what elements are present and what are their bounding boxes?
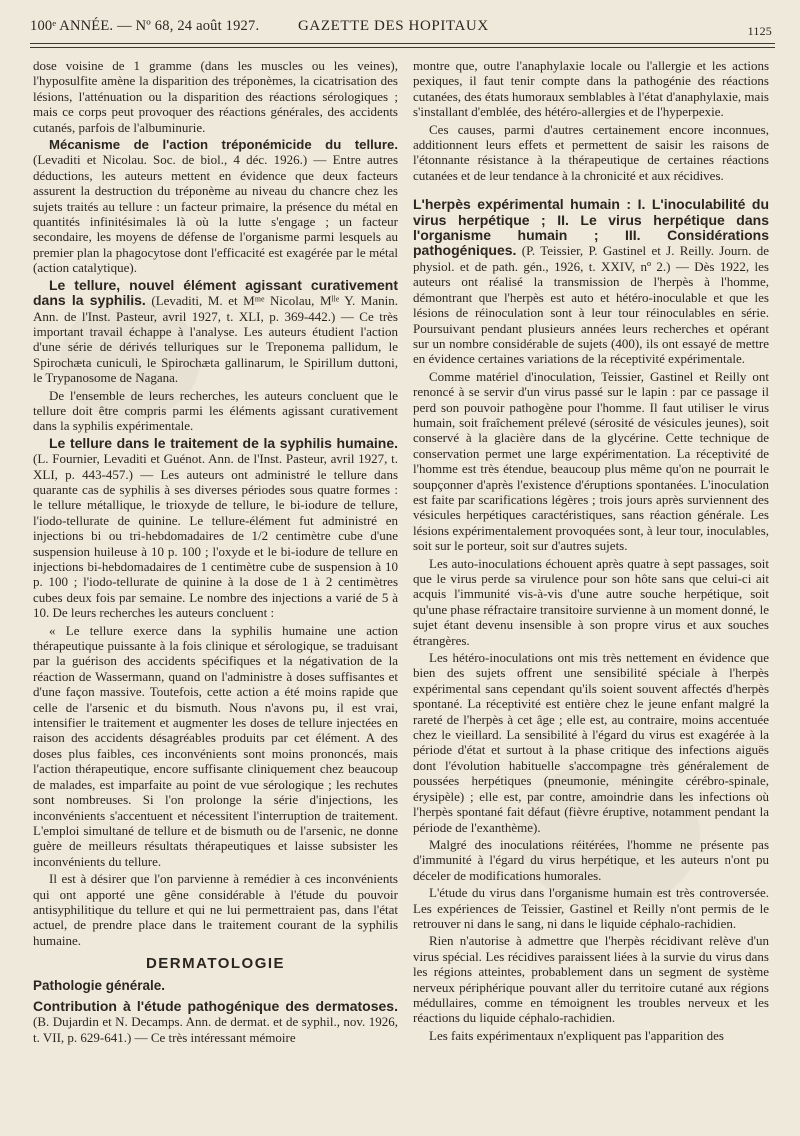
- paragraph: Comme matériel d'inoculation, Teissier, Gastinel et Reilly ont renoncé à se servir d'un virus passé sur le lapin : par ce passage il perd son pouvoir pathogène pour l'homme. Il faut utiliser le virus humain, soit fraîchement prélevé (sérosité de vésicules jeunes), soit conservé à la glacière dans de la glycérine. Cette technique de conservation permet une large expérimentation. La réceptivité de l'homme est très étendue, beaucoup plus même qu'on ne pourrait le soupçonner d'après l'existence d'éruptions spontanées. L'inoculation est faite par scarifications légères ; trois jours après surviennent des vésicules herpétiques caractéristiques, sans réaction générale. Les lésions expérimentalement provoquées sont, à leur tour, inoculables, soit sur le porteur, soit sur d'autres sujets.: [413, 368, 769, 554]
- article-body: (P. Teissier, P. Gastinel et J. Reilly. Journ. de physiol. et de path. gén., 1926, t. XXIV, nº 2.) — Dès 1922, les auteurs ont réalisé la transmission de l'herpès à l'homme, démontrant que l'herpès est auto et hétéro-inoculable et que les lésions de réinoculation sont à leur tour réinoculables en série. Poursuivant pendant plusieurs années leurs recherches et opérant sur un nombre considérable de sujets (400), ils ont essayé de mettre en évidence certaines variations de la réceptivité expérimentale.: [413, 243, 770, 367]
- paragraph: Les auto-inoculations échouent après quatre à sept passages, soit que le virus perde sa virulence pour son hôte sans que celui-ci ait acquis l'immunité vis-à-vis d'une autre souche herpétique, soit qu'une phase réfractaire transitoire survienne à un moment donné, le sujet étant devenu insensible à son propre virus et aux souches étrangères.: [413, 555, 769, 648]
- article-entry: [33, 137, 398, 276]
- paragraph: L'étude du virus dans l'organisme humain est très controversée. Les expériences de Teissier, Gastinel et Reilly n'ont permis de le retrouver ni dans le sang, ni dans le liquide céphalo-rachidien.: [413, 885, 769, 931]
- section-heading: DERMATOLOGIE: [145, 955, 286, 973]
- paragraph: Les hétéro-inoculations ont mis très nettement en évidence que bien des sujets offrent une sensibilité spéciale à l'herpès expérimental sans cependant qu'ils soient souvent affectés d'herpès spontané. La réceptivité est entière chez le jeune enfant malgré la rareté de l'herpès à cet âge ; elle est, au contraire, moins accentuée chez le vieillard. La sensibilité à l'égard du virus est exagérée à la période d'état et surtout à la phase critique des infections aiguës dont l'évolution habituelle s'accompagne très généralement de poussées herpétiques (pneumonie, méningite cérébro-spinale, érysipèle) ; elle est, par contre, amoindrie dans les infections où l'herpès spontané fait défaut (fièvre éruptive, notamment pendant la période de l'exanthème).: [413, 650, 769, 835]
- paragraph: dose voisine de 1 gramme (dans les muscles ou les veines), l'hyposulfite amène la disparition des tréponèmes, la cicatrisation des lésions, l'atténuation ou la disparition des réactions sérologiques ; mais ce corps peut provoquer des réactions générales, des accidents cutanés, parfois de l'albuminurie.: [33, 58, 398, 135]
- article-entry: [413, 197, 769, 366]
- page-number: 1125: [747, 24, 772, 38]
- issue-info: 100ᵉ ANNÉE. — Nº 68, 24 août 1927.: [30, 18, 260, 34]
- journal-title: GAZETTE DES HOPITAUX: [298, 18, 489, 34]
- paragraph: Les faits expérimentaux n'expliquent pas l'apparition des: [429, 1027, 724, 1043]
- article-body: (L. Fournier, Levaditi et Guénot. Ann. de l'Inst. Pasteur, avril 1927, t. XLI, p. 443-457.) — Les auteurs ont administré le tellure dans quarante cas de syphilis à ses diverses périodes sous quatre formes : le tellure métallique, le trioxyde de tellure, le bi-iodure de tellure, l'iodo-tellurate de quinine. Le tellure-élément fut administré en injections bi ou tri-hebdomadaires de 1/2 centimètre cube d'une suspension huileuse à 10 p. 100 ; l'oxyde et le bi-iodure de tellure en injections bi-hebdomadaires de 1 centimètre cube de suspension à 10 p. 100 ; l'iodo-tellurate de quinine à la dose de 1 à 2 centimètres cubes deux fois par semaine. Le nombre des injections a varié de 5 à 10. De leurs recherches les auteurs concluent :: [33, 451, 398, 621]
- article-title: Contribution à l'étude pathogénique des dermatoses.: [33, 997, 398, 1014]
- paragraph: Ces causes, parmi d'autres certainement encore inconnues, additionnent leurs effets et permettent de saisir les raisons de l'étonnante résistance à la thérapeutique de certaines réactions cutanées et de leur tendance à la chronicité et aux récidives.: [413, 121, 769, 183]
- article-entry: [33, 999, 398, 1045]
- paragraph: Rien n'autorise à admettre que l'herpès récidivant relève d'un virus spécial. Les récidives paraissent liées à la survie du virus dans les régions atteintes, probablement dans un segment de système nerveux périphérique pouvant aller du territoire cutané aux régions médullaires, comme en témoignent les troubles nerveux et les réactions du liquide céphalo-rachidien.: [413, 933, 769, 1026]
- right-column: [413, 58, 769, 1045]
- paragraph: De l'ensemble de leurs recherches, les auteurs concluent que le tellure doit être compris parmi les éléments agissant curativement dans la syphilis expérimentale.: [33, 387, 398, 434]
- article-entry: [33, 278, 398, 386]
- quote-paragraph: « Le tellure exerce dans la syphilis humaine une action thérapeutique puissante à la fois clinique et sérologique, se traduisant par la guérison des accidents spécifiques et la négativation de la réaction de Wassermann, quand on l'administre à doses suffisantes et d'une façon massive. Toutefois, cette action a été moins rapide que celle de l'arsenic et du bismuth. Nous n'avons pu, il est vrai, intensifier le traitement et augmenter les doses de tellure injectées en raison des accidents désagréables produits par cet élément. A des doses plus faibles, ces inconvénients sont moins prononcés, mais l'action thérapeutique, encore suffisante cliniquement chez beaucoup de malades, est imparfaite au point de vue sérologique ; les rechutes sont nombreuses. Si l'on prolonge la série d'injections, les inconvénients s'accentuent et nécessitent l'interruption de traitement. L'emploi simultané de tellure et de bismuth ou de l'arsenic, ne donne guère de meilleurs résultats thérapeutiques et laisse subsister les inconvénients du tellure.: [33, 622, 398, 869]
- left-column: [33, 58, 398, 1047]
- paragraph: Il est à désirer que l'on parvienne à remédier à ces inconvénients qui ont apporté une gêne considérable à l'étude du pouvoir antisyphilitique du tellure et qui ne lui permettraient pas, dans l'état actuel, de prendre place dans le traitement courant de la syphilis humaine.: [33, 871, 398, 948]
- paragraph: Malgré des inoculations réitérées, l'homme ne présente pas d'immunité à l'égard du virus herpétique, et les auteurs n'ont pu déceler de modifications humorales.: [413, 836, 769, 883]
- article-body: (Levaditi, M. et Mᵐᵉ Nicolau, Mˡˡᵉ Y. Manin. Ann. de l'Inst. Pasteur, avril 1927, t. XLI, p. 369-442.) — Ce très important travail échappe à l'analyse. Les auteurs étudient l'action d'une série de dérivés telluriques sur le Treponema pallidum, le Spirochæta cuniculi, le Spirochæta gallinarum, le Spirillum duttoni, le Trypanosome de Nagana.: [33, 293, 398, 386]
- running-header: [30, 10, 772, 38]
- article-body: (Levaditi et Nicolau. Soc. de biol., 4 déc. 1926.) — Entre autres déductions, les auteurs mettent en évidence que deux facteurs assurent la destruction du tréponème au niveau du chancre chez les sujets traités au tellure : un facteur primaire, la présence du métal en quantités infinitésimales là où la lutte s'engage ; un facteur secondaire, les moyens de défense de l'organisme parmi lesquels au premier plan la phagocytose dont l'efficacité est exagérée par le métal (action catalytique).: [33, 152, 398, 276]
- paragraph: montre que, outre l'anaphylaxie locale ou l'allergie et les actions pexiques, il faut tenir compte dans la pathogénie des réactions cutanées, des états humoraux semblables à l'état d'anaphylaxie, mais s'installant d'emblée, des hétéro-allergies et de l'hyperpexie.: [413, 58, 769, 120]
- article-title: Le tellure, nouvel élément agissant curativement dans la syphilis.: [33, 276, 398, 309]
- article-title: Mécanisme de l'action tréponémicide du tellure.: [49, 137, 398, 153]
- article-title: L'herpès expérimental humain : I. L'inoculabilité du virus herpétique ; II. Le virus herpétique dans l'organisme humain ; III. Considérations pathogéniques.: [413, 196, 769, 259]
- article-body: (B. Dujardin et N. Decamps. Ann. de dermat. et de syphil., nov. 1926, t. VII, p. 629-641.) — Ce très intéressant mémoire: [33, 1014, 398, 1045]
- header-rule: [30, 43, 775, 44]
- subsection-heading: Pathologie générale.: [33, 977, 166, 993]
- article-entry: [33, 436, 398, 621]
- article-title: Le tellure dans le traitement de la syphilis humaine.: [49, 434, 398, 451]
- header-rule-thin: [30, 47, 775, 48]
